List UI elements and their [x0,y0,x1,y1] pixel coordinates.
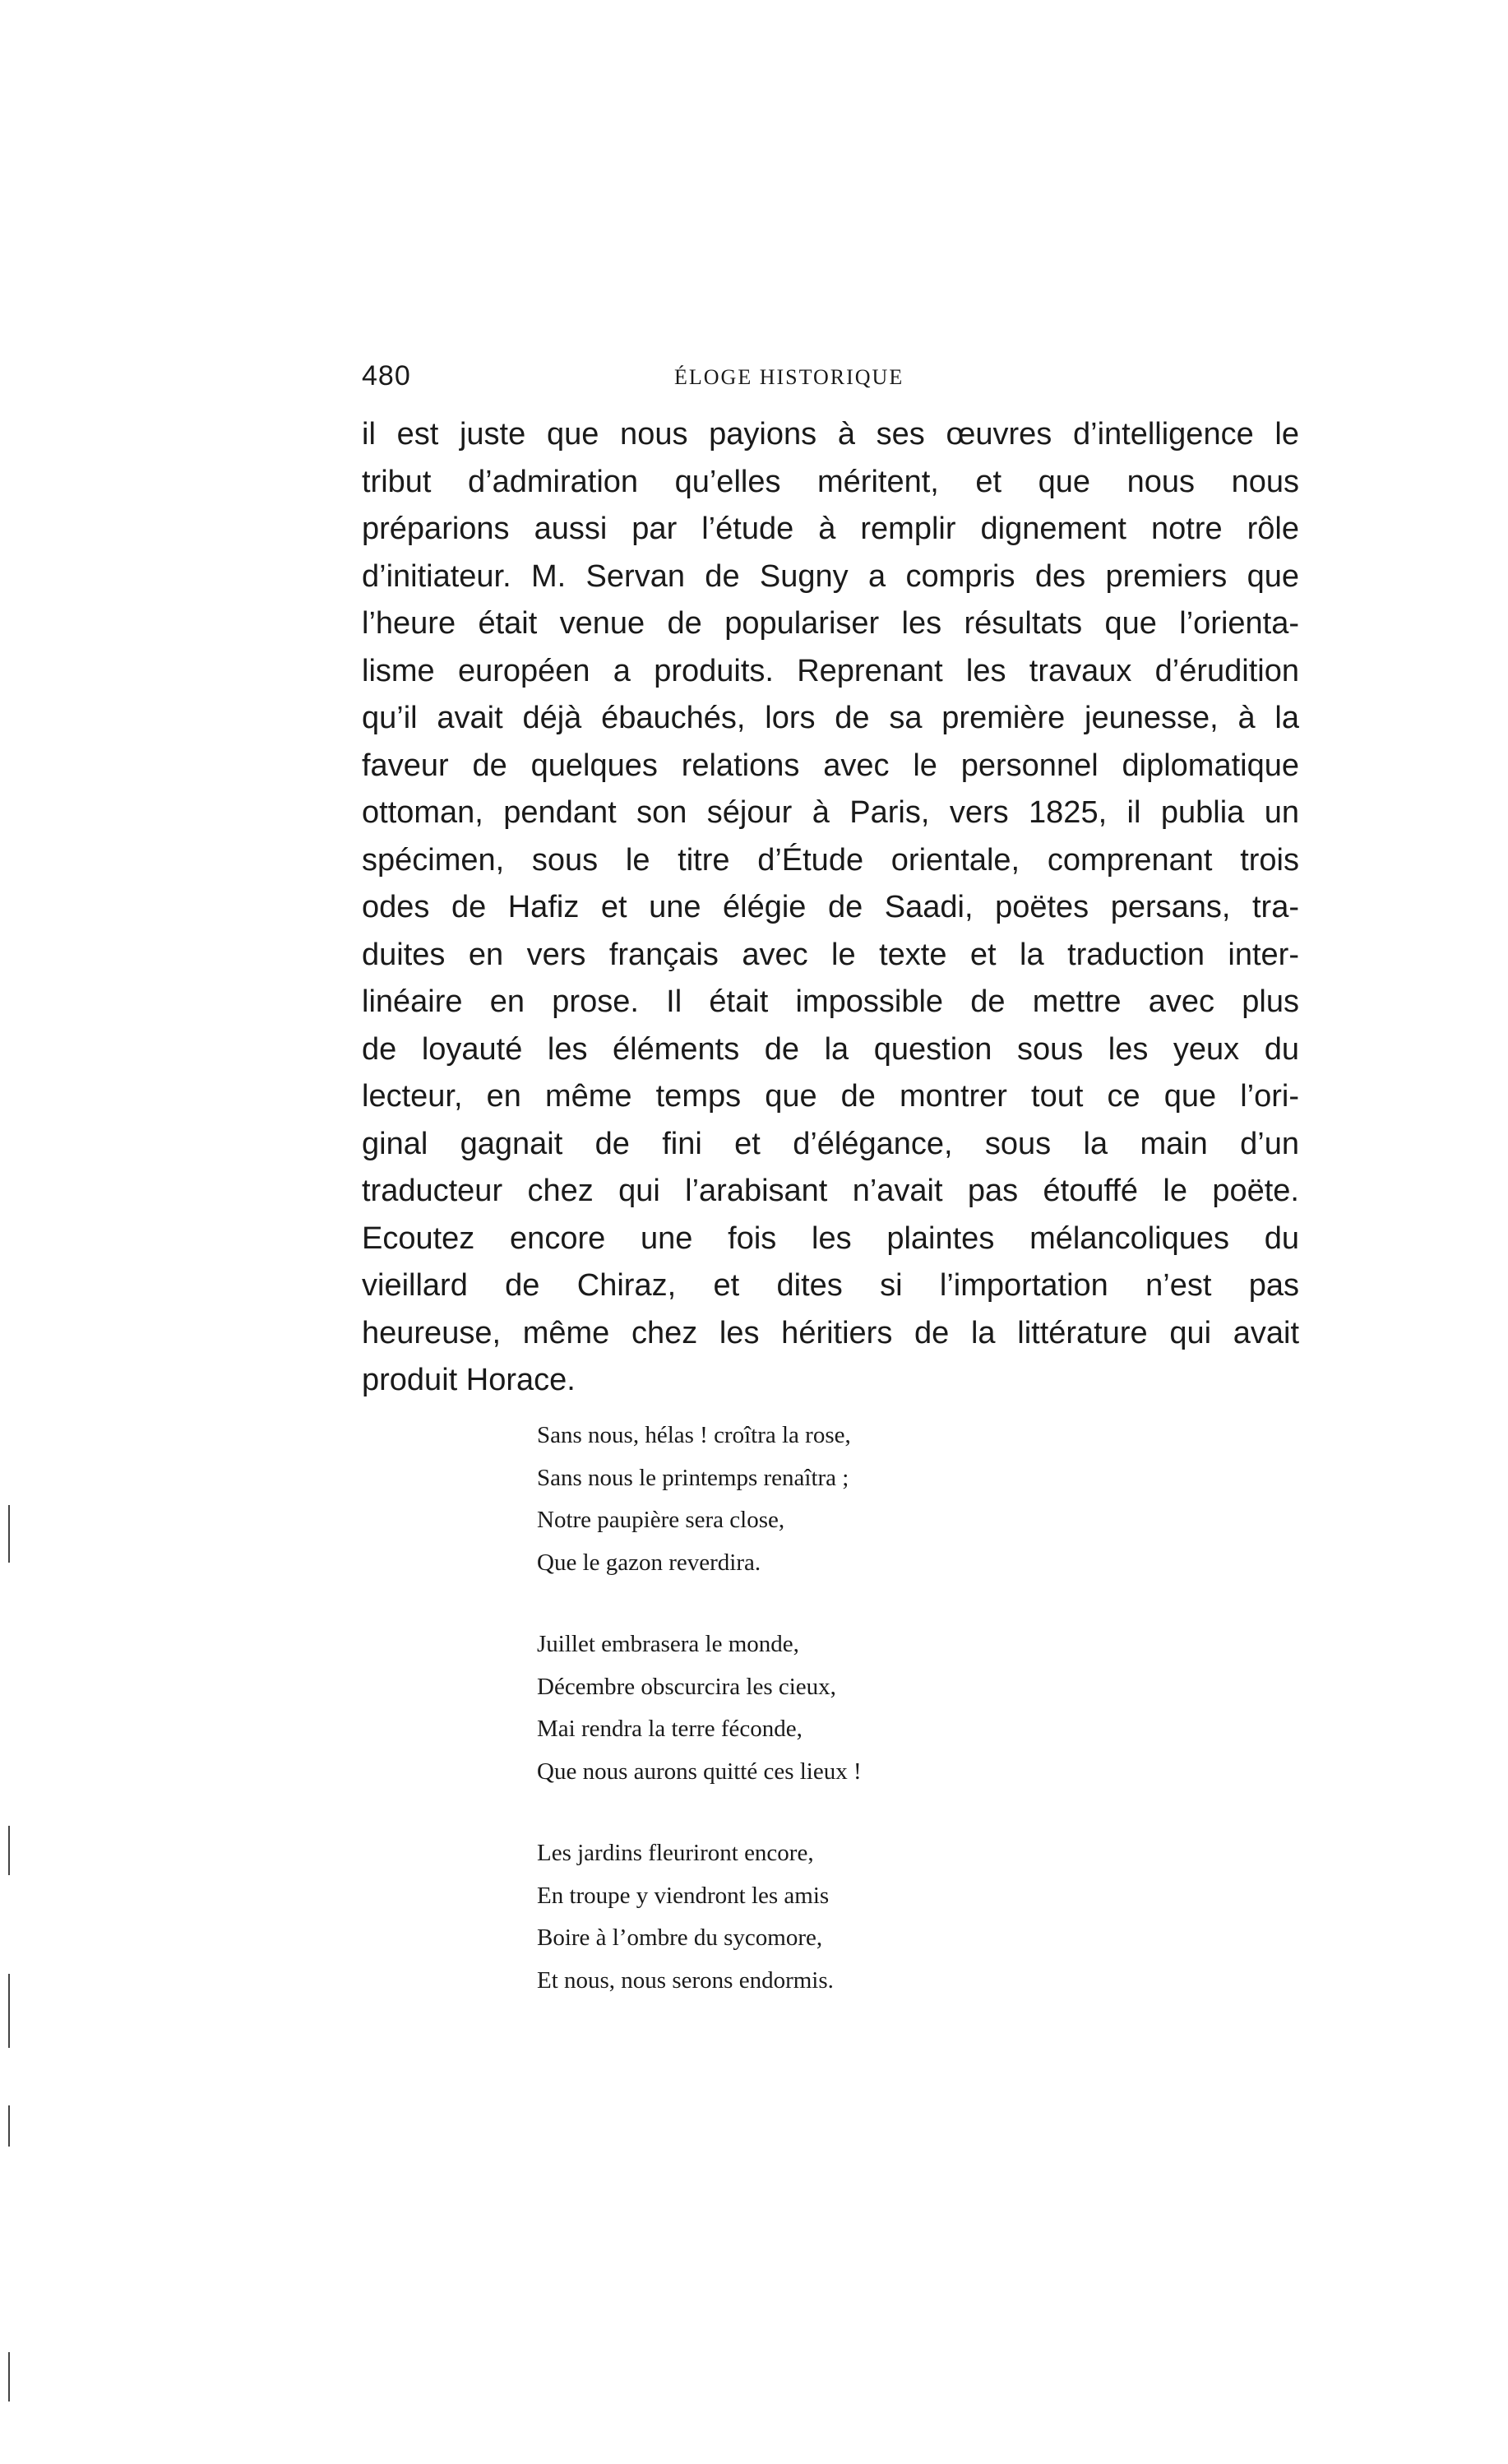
body-line: spécimen, sous le titre d’Étude orientale, comprenant trois [362,842,1299,878]
poem-verse: Et nous, nous serons endormis. [537,1966,834,1994]
body-line: de loyauté les éléments de la question sous les yeux du [362,1031,1299,1067]
poem-verse: Juillet embrasera le monde, [537,1631,799,1657]
running-title: ÉLOGE HISTORIQUE [674,365,904,389]
scan-artifact [8,1505,10,1563]
body-line: heureuse, même chez les héritiers de la littérature qui avait [362,1315,1299,1350]
poem [537,1415,1112,2041]
scan-artifact [8,1974,10,2048]
body-line: il est juste que nous payions à ses œuvres d’intelligence le [362,417,1299,452]
poem-stanza [537,1415,1112,1584]
body-paragraph [362,411,1299,1405]
poem-verse: Sans nous, hélas ! croîtra la rose, [537,1422,851,1448]
page-number: 480 [362,360,411,391]
page-header [362,360,937,393]
body-line: préparions aussi par l’étude à remplir dignement notre rôle [362,512,1299,546]
scan-artifact [8,2105,10,2147]
poem-verse: Boire à l’ombre du sycomore, [537,1924,823,1951]
poem-verse: Décembre obscurcira les cieux, [537,1673,836,1700]
body-line: tribut d’admiration qu’elles méritent, et que nous nous [362,464,1299,499]
body-line: Ecoutez encore une fois les plaintes mélancoliques du [362,1220,1299,1256]
scan-artifact [8,2352,10,2401]
body-line: traducteur chez qui l’arabisant n’avait pas étouffé le poëte. [362,1174,1299,1208]
poem-verse: Mai rendra la terre féconde, [537,1716,803,1742]
body-line: produit Horace. [362,1363,576,1397]
body-line: ginal gagnait de fini et d’élégance, sous la main d’un [362,1126,1299,1161]
body-line: lecteur, en même temps que de montrer tout ce que l’ori- [362,1079,1299,1114]
body-line: ottoman, pendant son séjour à Paris, vers 1825, il publia un [362,795,1299,830]
poem-stanza [537,1832,1112,2002]
poem-stanza [537,1623,1112,1793]
body-line: vieillard de Chiraz, et dites si l’importation n’est pas [362,1268,1299,1303]
poem-verse: En troupe y viendront les amis [537,1882,830,1909]
body-line: l’heure était venue de populariser les résultats que l’orienta- [362,606,1299,641]
poem-verse: Notre paupière sera close, [537,1507,785,1533]
body-line: lisme européen a produits. Reprenant les travaux d’érudition [362,653,1299,688]
body-line: odes de Hafiz et une élégie de Saadi, poëtes persans, tra- [362,890,1299,924]
poem-verse: Que le gazon reverdira. [537,1549,761,1576]
body-line: faveur de quelques relations avec le personnel diplomatique [362,748,1299,783]
poem-verse: Que nous aurons quitté ces lieux ! [537,1758,862,1785]
poem-verse: Sans nous le printemps renaîtra ; [537,1464,849,1491]
body-line: linéaire en prose. Il était impossible de mettre avec plus [362,984,1299,1019]
poem-verse: Les jardins fleuriront encore, [537,1840,814,1866]
body-line: duites en vers français avec le texte et la traduction inter- [362,937,1299,972]
body-line: qu’il avait déjà ébauchés, lors de sa première jeunesse, à la [362,701,1299,735]
body-line: d’initiateur. M. Servan de Sugny a compris des premiers que [362,558,1299,594]
scan-artifact [8,1826,10,1875]
